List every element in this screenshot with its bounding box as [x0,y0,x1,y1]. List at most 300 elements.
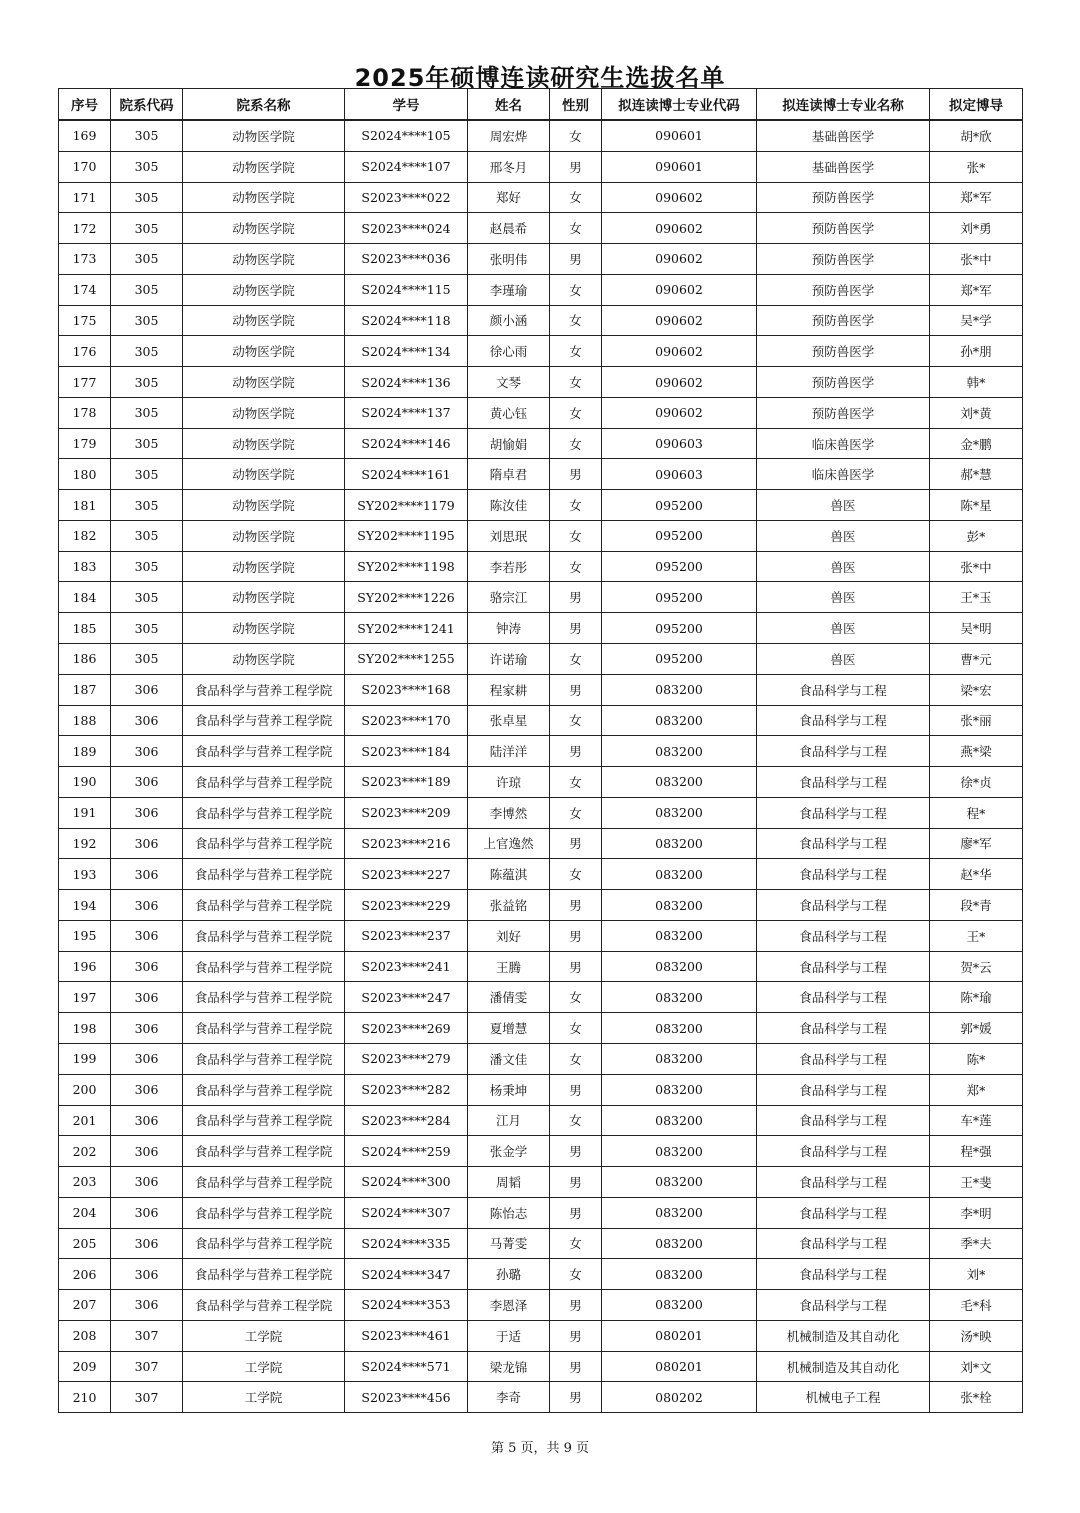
cell-index: 175 [59,305,111,336]
cell-student-id: S2024****137 [345,397,468,428]
cell-supervisor: 郑* [930,1074,1023,1105]
cell-dept-name: 食品科学与营养工程学院 [183,920,345,951]
col-header-index: 序号 [59,89,111,121]
cell-index: 190 [59,767,111,798]
cell-dept-name: 食品科学与营养工程学院 [183,1197,345,1228]
cell-student-id: SY202****1241 [345,613,468,644]
cell-gender: 女 [550,1228,602,1259]
cell-major-code: 090602 [602,336,757,367]
table-row [59,705,1023,736]
cell-supervisor: 彭* [930,520,1023,551]
cell-student-id: S2024****105 [345,120,468,151]
cell-name: 张卓星 [468,705,550,736]
cell-gender: 男 [550,582,602,613]
table-row [59,828,1023,859]
cell-supervisor: 汤*映 [930,1320,1023,1351]
cell-student-id: S2024****134 [345,336,468,367]
cell-major-code: 090602 [602,274,757,305]
table-row [59,1136,1023,1167]
cell-dept-name: 食品科学与营养工程学院 [183,705,345,736]
cell-student-id: S2024****115 [345,274,468,305]
cell-name: 周韬 [468,1167,550,1198]
cell-dept-code: 305 [111,644,183,675]
cell-index: 200 [59,1074,111,1105]
cell-supervisor: 陈*瑜 [930,982,1023,1013]
cell-gender: 女 [550,1043,602,1074]
table-row [59,736,1023,767]
cell-name: 李博然 [468,797,550,828]
cell-dept-code: 305 [111,305,183,336]
cell-student-id: S2024****307 [345,1197,468,1228]
cell-name: 徐心雨 [468,336,550,367]
cell-dept-name: 食品科学与营养工程学院 [183,674,345,705]
cell-dept-name: 食品科学与营养工程学院 [183,982,345,1013]
cell-name: 马菁雯 [468,1228,550,1259]
cell-dept-code: 305 [111,151,183,182]
cell-major-name: 食品科学与工程 [757,1228,930,1259]
table-row [59,951,1023,982]
cell-dept-code: 306 [111,920,183,951]
cell-index: 183 [59,551,111,582]
cell-name: 江月 [468,1105,550,1136]
cell-major-name: 食品科学与工程 [757,951,930,982]
cell-dept-code: 306 [111,1259,183,1290]
cell-dept-code: 306 [111,797,183,828]
cell-name: 邢冬月 [468,151,550,182]
cell-student-id: S2023****237 [345,920,468,951]
cell-index: 197 [59,982,111,1013]
cell-supervisor: 陈*星 [930,490,1023,521]
cell-student-id: S2023****216 [345,828,468,859]
cell-index: 174 [59,274,111,305]
cell-dept-name: 动物医学院 [183,520,345,551]
cell-name: 孙璐 [468,1259,550,1290]
cell-supervisor: 程*强 [930,1136,1023,1167]
cell-dept-name: 食品科学与营养工程学院 [183,1136,345,1167]
cell-major-name: 食品科学与工程 [757,674,930,705]
cell-gender: 女 [550,859,602,890]
cell-student-id: S2023****189 [345,767,468,798]
cell-dept-code: 306 [111,674,183,705]
cell-name: 张明伟 [468,244,550,275]
table-row [59,1013,1023,1044]
cell-major-name: 食品科学与工程 [757,1197,930,1228]
cell-gender: 男 [550,890,602,921]
selection-table [58,88,1023,1413]
cell-major-code: 090602 [602,367,757,398]
cell-index: 177 [59,367,111,398]
cell-dept-code: 305 [111,490,183,521]
table-row [59,151,1023,182]
cell-supervisor: 毛*科 [930,1290,1023,1321]
cell-gender: 男 [550,151,602,182]
table-row [59,397,1023,428]
table-row [59,182,1023,213]
cell-gender: 女 [550,428,602,459]
cell-gender: 女 [550,120,602,151]
cell-gender: 女 [550,797,602,828]
cell-major-name: 兽医 [757,551,930,582]
cell-supervisor: 韩* [930,367,1023,398]
cell-name: 颜小涵 [468,305,550,336]
cell-major-name: 预防兽医学 [757,397,930,428]
cell-supervisor: 张*栓 [930,1382,1023,1413]
cell-major-name: 预防兽医学 [757,367,930,398]
col-header-student-id: 学号 [345,89,468,121]
cell-name: 骆宗江 [468,582,550,613]
cell-major-code: 083200 [602,1074,757,1105]
table-row [59,1320,1023,1351]
cell-index: 202 [59,1136,111,1167]
cell-supervisor: 张*丽 [930,705,1023,736]
table-row [59,367,1023,398]
cell-gender: 男 [550,951,602,982]
cell-major-name: 机械电子工程 [757,1382,930,1413]
cell-major-code: 090601 [602,151,757,182]
table-row [59,1259,1023,1290]
col-header-name: 姓名 [468,89,550,121]
cell-name: 李恩泽 [468,1290,550,1321]
cell-index: 189 [59,736,111,767]
cell-major-code: 083200 [602,736,757,767]
cell-dept-name: 食品科学与营养工程学院 [183,1043,345,1074]
cell-dept-code: 306 [111,951,183,982]
cell-major-code: 083200 [602,1290,757,1321]
cell-index: 196 [59,951,111,982]
cell-major-name: 食品科学与工程 [757,1043,930,1074]
cell-major-code: 090602 [602,213,757,244]
cell-major-name: 预防兽医学 [757,244,930,275]
cell-name: 刘思珉 [468,520,550,551]
cell-student-id: S2023****282 [345,1074,468,1105]
cell-name: 郑好 [468,182,550,213]
cell-gender: 男 [550,1197,602,1228]
table-row [59,551,1023,582]
table-row [59,582,1023,613]
cell-supervisor: 郝*慧 [930,459,1023,490]
cell-major-code: 083200 [602,674,757,705]
cell-index: 179 [59,428,111,459]
cell-index: 169 [59,120,111,151]
cell-supervisor: 刘*文 [930,1351,1023,1382]
cell-major-name: 兽医 [757,490,930,521]
cell-gender: 女 [550,767,602,798]
cell-supervisor: 张*中 [930,244,1023,275]
cell-major-name: 机械制造及其自动化 [757,1351,930,1382]
cell-major-code: 095200 [602,551,757,582]
cell-dept-code: 305 [111,367,183,398]
cell-name: 隋卓君 [468,459,550,490]
table-row [59,459,1023,490]
cell-student-id: S2023****036 [345,244,468,275]
cell-dept-code: 306 [111,705,183,736]
cell-major-name: 预防兽医学 [757,305,930,336]
cell-dept-name: 食品科学与营养工程学院 [183,736,345,767]
cell-index: 209 [59,1351,111,1382]
cell-dept-code: 305 [111,613,183,644]
cell-index: 178 [59,397,111,428]
cell-supervisor: 刘*勇 [930,213,1023,244]
cell-dept-name: 食品科学与营养工程学院 [183,951,345,982]
cell-student-id: S2024****347 [345,1259,468,1290]
cell-major-code: 095200 [602,582,757,613]
cell-dept-code: 305 [111,459,183,490]
cell-supervisor: 张*中 [930,551,1023,582]
table-row [59,1382,1023,1413]
table-row [59,1074,1023,1105]
cell-student-id: S2023****456 [345,1382,468,1413]
cell-major-code: 083200 [602,920,757,951]
cell-dept-name: 动物医学院 [183,428,345,459]
cell-major-code: 083200 [602,797,757,828]
cell-major-name: 食品科学与工程 [757,1105,930,1136]
cell-major-name: 预防兽医学 [757,182,930,213]
cell-dept-code: 305 [111,244,183,275]
cell-dept-name: 动物医学院 [183,490,345,521]
cell-major-name: 食品科学与工程 [757,859,930,890]
cell-dept-name: 动物医学院 [183,613,345,644]
cell-dept-name: 食品科学与营养工程学院 [183,890,345,921]
cell-major-code: 095200 [602,644,757,675]
col-header-gender: 性别 [550,89,602,121]
cell-index: 186 [59,644,111,675]
cell-dept-name: 食品科学与营养工程学院 [183,828,345,859]
cell-student-id: S2024****300 [345,1167,468,1198]
cell-supervisor: 陈* [930,1043,1023,1074]
cell-dept-name: 食品科学与营养工程学院 [183,767,345,798]
cell-index: 207 [59,1290,111,1321]
cell-student-id: S2023****269 [345,1013,468,1044]
table-row [59,859,1023,890]
cell-gender: 男 [550,1136,602,1167]
cell-name: 周宏烨 [468,120,550,151]
cell-dept-code: 306 [111,1167,183,1198]
cell-index: 210 [59,1382,111,1413]
cell-index: 170 [59,151,111,182]
cell-major-code: 083200 [602,1105,757,1136]
table-row [59,674,1023,705]
cell-index: 204 [59,1197,111,1228]
col-header-supervisor: 拟定博导 [930,89,1023,121]
cell-major-code: 080201 [602,1351,757,1382]
cell-student-id: SY202****1198 [345,551,468,582]
table-row [59,244,1023,275]
cell-dept-code: 305 [111,520,183,551]
cell-supervisor: 曹*元 [930,644,1023,675]
cell-dept-code: 306 [111,859,183,890]
cell-supervisor: 王*斐 [930,1167,1023,1198]
cell-name: 李若彤 [468,551,550,582]
cell-major-code: 083200 [602,890,757,921]
cell-name: 许琼 [468,767,550,798]
cell-student-id: S2024****146 [345,428,468,459]
cell-dept-code: 306 [111,1043,183,1074]
cell-major-name: 基础兽医学 [757,120,930,151]
cell-dept-name: 动物医学院 [183,244,345,275]
cell-student-id: SY202****1195 [345,520,468,551]
cell-index: 201 [59,1105,111,1136]
cell-name: 李奇 [468,1382,550,1413]
cell-gender: 男 [550,459,602,490]
cell-index: 199 [59,1043,111,1074]
cell-student-id: SY202****1179 [345,490,468,521]
cell-supervisor: 车*莲 [930,1105,1023,1136]
cell-gender: 男 [550,1290,602,1321]
cell-major-code: 083200 [602,982,757,1013]
cell-gender: 女 [550,1105,602,1136]
cell-student-id: S2023****184 [345,736,468,767]
cell-index: 187 [59,674,111,705]
cell-student-id: S2024****118 [345,305,468,336]
cell-supervisor: 张* [930,151,1023,182]
cell-major-name: 食品科学与工程 [757,1290,930,1321]
cell-supervisor: 郑*军 [930,182,1023,213]
cell-gender: 女 [550,1013,602,1044]
table-row [59,767,1023,798]
cell-major-name: 机械制造及其自动化 [757,1320,930,1351]
cell-dept-code: 306 [111,1228,183,1259]
cell-major-code: 083200 [602,1043,757,1074]
table-row [59,890,1023,921]
cell-gender: 男 [550,1382,602,1413]
cell-index: 184 [59,582,111,613]
cell-major-code: 083200 [602,1167,757,1198]
cell-major-code: 083200 [602,1013,757,1044]
cell-major-code: 080202 [602,1382,757,1413]
cell-supervisor: 梁*宏 [930,674,1023,705]
cell-dept-code: 305 [111,274,183,305]
cell-major-code: 090601 [602,120,757,151]
table-row [59,1228,1023,1259]
cell-major-name: 食品科学与工程 [757,890,930,921]
cell-name: 赵晨希 [468,213,550,244]
cell-major-code: 080201 [602,1320,757,1351]
cell-major-name: 兽医 [757,582,930,613]
cell-major-name: 食品科学与工程 [757,828,930,859]
cell-major-code: 095200 [602,520,757,551]
cell-gender: 男 [550,920,602,951]
cell-name: 杨秉坤 [468,1074,550,1105]
cell-gender: 男 [550,1167,602,1198]
cell-supervisor: 程* [930,797,1023,828]
cell-gender: 女 [550,182,602,213]
cell-major-code: 083200 [602,828,757,859]
table-body [59,120,1023,1413]
table-row [59,1167,1023,1198]
table-row [59,1197,1023,1228]
cell-dept-name: 动物医学院 [183,644,345,675]
cell-index: 176 [59,336,111,367]
cell-major-code: 095200 [602,613,757,644]
cell-dept-name: 动物医学院 [183,213,345,244]
cell-dept-code: 305 [111,428,183,459]
cell-dept-code: 305 [111,213,183,244]
cell-dept-code: 307 [111,1351,183,1382]
cell-major-name: 基础兽医学 [757,151,930,182]
cell-student-id: S2023****247 [345,982,468,1013]
cell-dept-name: 食品科学与营养工程学院 [183,1228,345,1259]
cell-dept-name: 动物医学院 [183,151,345,182]
cell-major-name: 临床兽医学 [757,459,930,490]
cell-name: 陆洋洋 [468,736,550,767]
cell-student-id: S2023****168 [345,674,468,705]
page-title: 2025年硕博连读研究生选拔名单 [354,64,726,92]
cell-major-name: 食品科学与工程 [757,1136,930,1167]
cell-index: 180 [59,459,111,490]
cell-supervisor: 廖*军 [930,828,1023,859]
col-header-dept-code: 院系代码 [111,89,183,121]
cell-name: 黄心钰 [468,397,550,428]
cell-index: 203 [59,1167,111,1198]
cell-dept-code: 306 [111,1105,183,1136]
cell-name: 潘倩雯 [468,982,550,1013]
cell-dept-name: 动物医学院 [183,582,345,613]
cell-gender: 女 [550,274,602,305]
cell-dept-code: 306 [111,1013,183,1044]
table-row [59,1351,1023,1382]
table-row [59,305,1023,336]
cell-gender: 男 [550,613,602,644]
cell-index: 191 [59,797,111,828]
cell-name: 陈怡志 [468,1197,550,1228]
cell-name: 张益铭 [468,890,550,921]
cell-student-id: S2023****024 [345,213,468,244]
table-row [59,920,1023,951]
cell-dept-code: 305 [111,182,183,213]
cell-name: 王腾 [468,951,550,982]
cell-name: 程家耕 [468,674,550,705]
cell-dept-name: 动物医学院 [183,459,345,490]
cell-major-name: 临床兽医学 [757,428,930,459]
cell-student-id: S2024****335 [345,1228,468,1259]
table-row [59,336,1023,367]
cell-student-id: S2023****170 [345,705,468,736]
cell-major-code: 090602 [602,397,757,428]
cell-student-id: S2023****209 [345,797,468,828]
cell-index: 185 [59,613,111,644]
cell-name: 陈蕴淇 [468,859,550,890]
cell-dept-code: 305 [111,397,183,428]
cell-name: 夏增慧 [468,1013,550,1044]
cell-dept-code: 305 [111,551,183,582]
cell-gender: 女 [550,490,602,521]
cell-dept-code: 305 [111,336,183,367]
cell-name: 钟涛 [468,613,550,644]
table-row [59,1043,1023,1074]
cell-major-code: 083200 [602,951,757,982]
cell-gender: 女 [550,1259,602,1290]
cell-supervisor: 季*夫 [930,1228,1023,1259]
cell-dept-name: 工学院 [183,1382,345,1413]
table-row [59,428,1023,459]
cell-major-code: 083200 [602,767,757,798]
cell-student-id: S2024****161 [345,459,468,490]
cell-dept-name: 动物医学院 [183,274,345,305]
cell-major-code: 090602 [602,305,757,336]
cell-index: 188 [59,705,111,736]
cell-dept-name: 动物医学院 [183,305,345,336]
table-row [59,644,1023,675]
cell-dept-name: 动物医学院 [183,182,345,213]
cell-major-name: 食品科学与工程 [757,1074,930,1105]
col-header-major-name: 拟连读博士专业名称 [757,89,930,121]
col-header-major-code: 拟连读博士专业代码 [602,89,757,121]
page-footer: 第 5 页，共 9 页 [490,1441,590,1456]
cell-index: 206 [59,1259,111,1290]
table-row [59,1105,1023,1136]
cell-dept-code: 306 [111,982,183,1013]
cell-supervisor: 金*鹏 [930,428,1023,459]
